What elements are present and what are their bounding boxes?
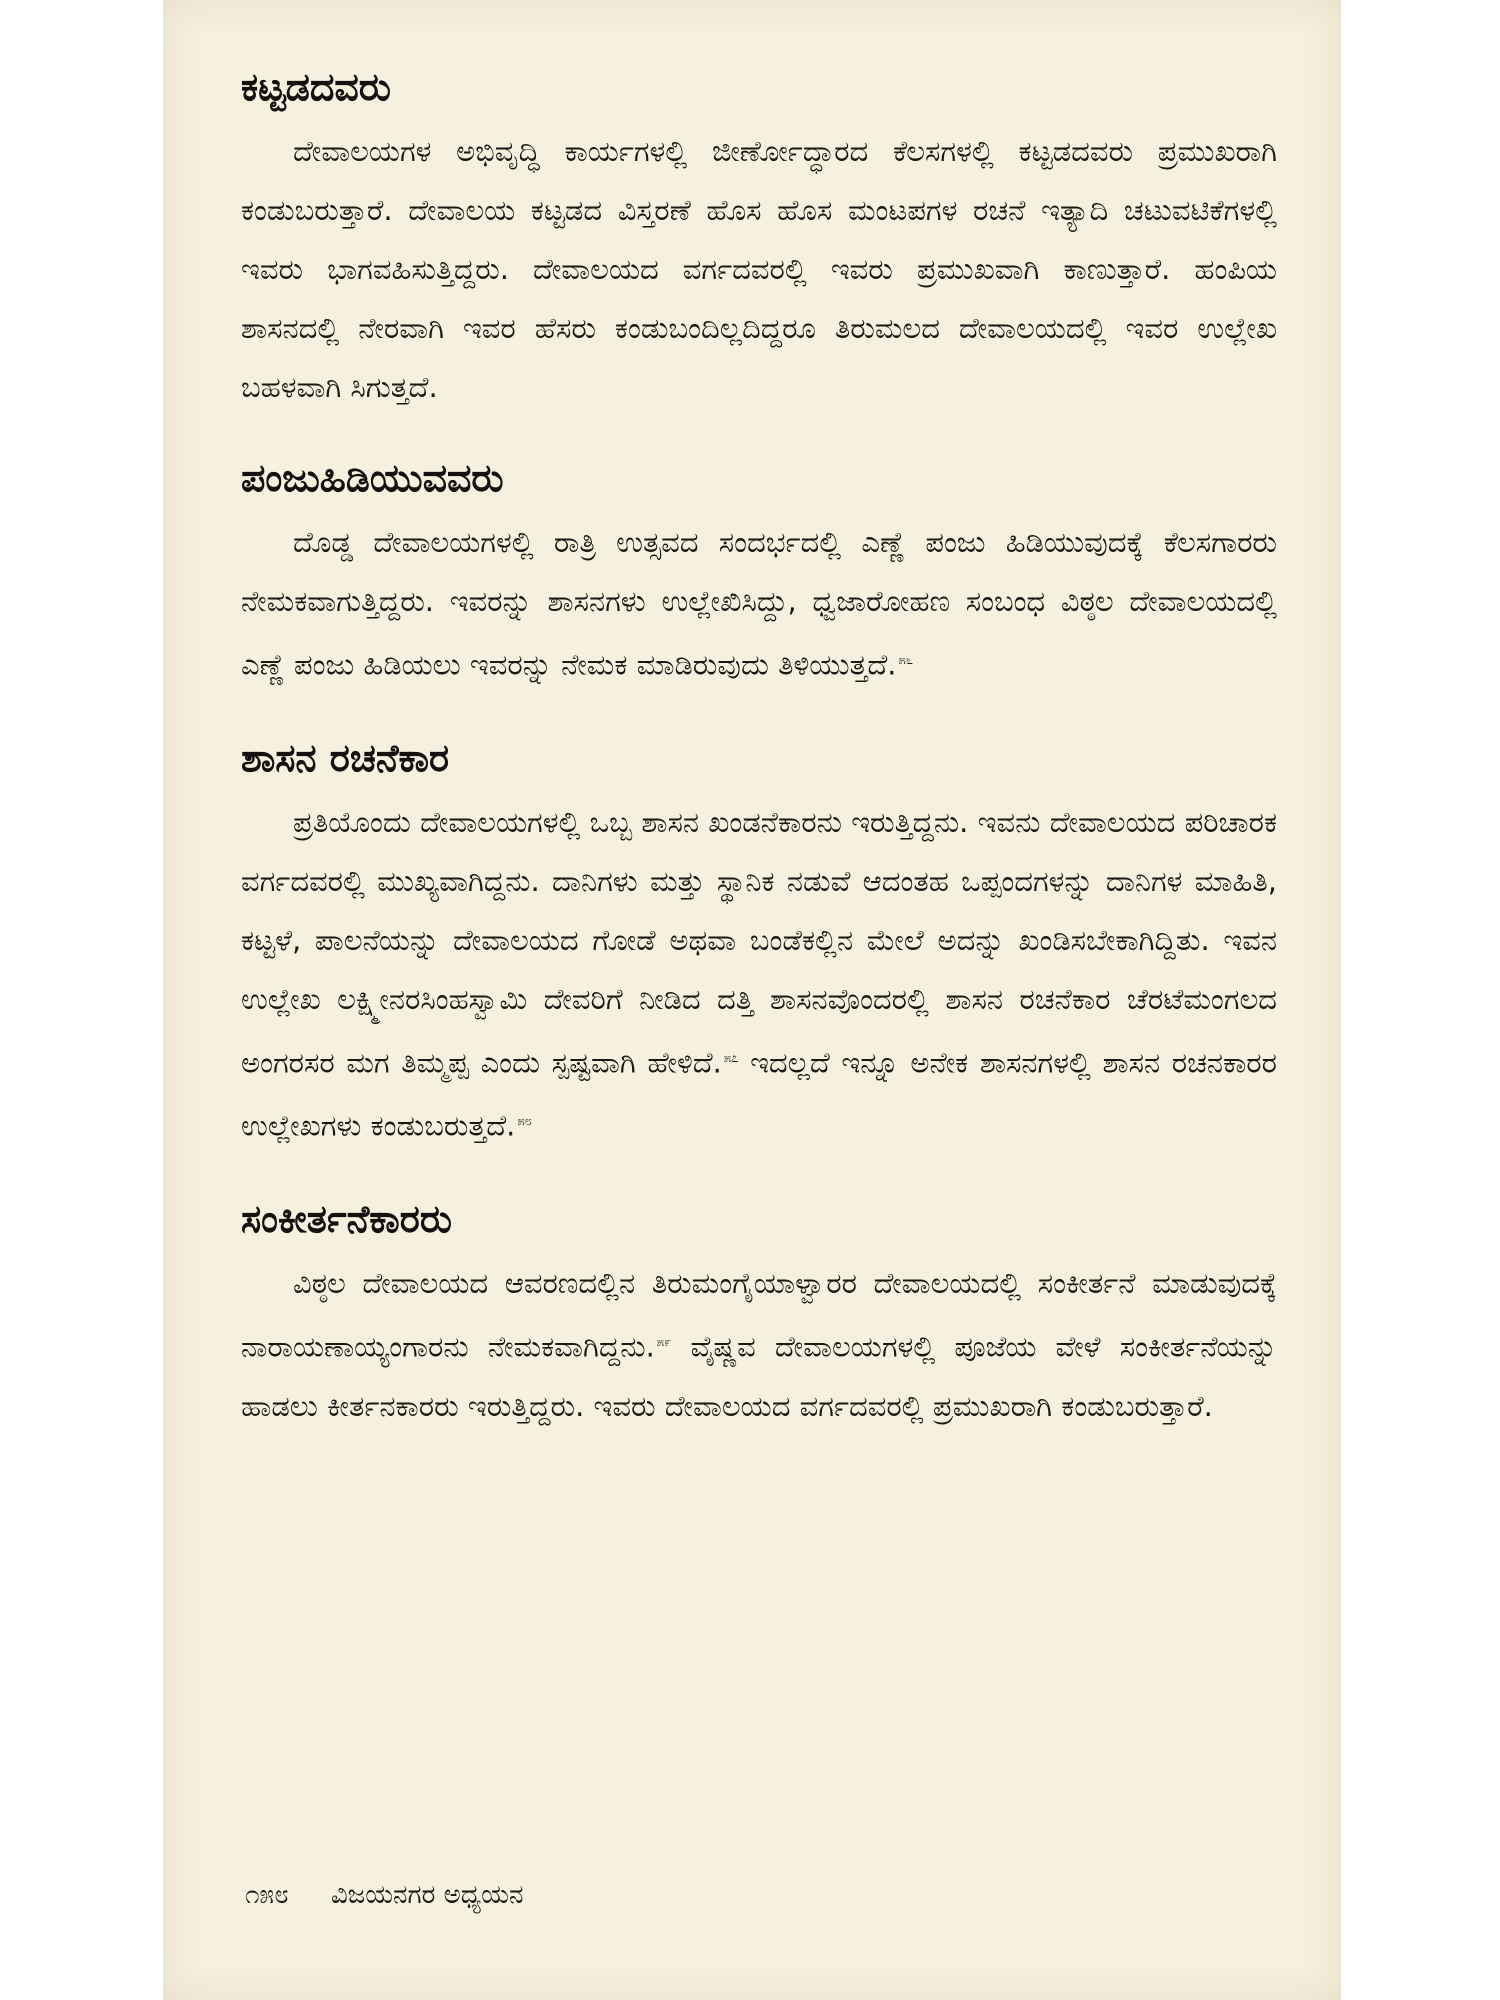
- section-heading: ಶಾಸನ ರಚನೆಕಾರ: [241, 735, 450, 780]
- paragraph-text: ವೈಷ್ಣವ ದೇವಾಲಯಗಳಲ್ಲಿ ಪೂಜೆಯ ವೇಳೆ ಸಂಕೀರ್ತನೆಯನ್ನು ಹಾಡಲು ಕೀರ್ತನಕಾರರು ಇರುತ್ತಿದ್ದರು. ಇವರು ದೇವಾಲಯದ ವರ್ಗದವರಲ್ಲಿ ಪ್ರಮುಖರಾಗಿ ಕಂಡುಬರುತ್ತಾರೆ.: [241, 1329, 1277, 1423]
- footnote-marker: ೫೬: [898, 653, 914, 668]
- section-paragraph: [241, 1254, 1277, 1436]
- section-heading: ಕಟ್ಟಡದವರು: [241, 65, 391, 109]
- page-content: [241, 58, 1277, 1436]
- section-heading: ಪಂಜುಹಿಡಿಯುವವರು: [241, 456, 504, 500]
- section-paragraph: ದೇವಾಲಯಗಳ ಅಭಿವೃದ್ಧಿ ಕಾರ್ಯಗಳಲ್ಲಿ ಜೀರ್ಣೋದ್ಧಾರದ ಕೆಲಸಗಳಲ್ಲಿ ಕಟ್ಟಡದವರು ಪ್ರಮುಖರಾಗಿ ಕಂಡುಬರುತ್ತಾರೆ. ದೇವಾಲಯ ಕಟ್ಟಡದ ವಿಸ್ತರಣೆ ಹೊಸ ಹೊಸ ಮಂಟಪಗಳ ರಚನೆ ಇತ್ಯಾದಿ ಚಟುವಟಿಕೆಗಳಲ್ಲಿ ಇವರು ಭಾಗವಹಿಸುತ್ತಿದ್ದರು. ದೇವಾಲಯದ ವರ್ಗದವರಲ್ಲಿ ಇವರು ಪ್ರಮುಖವಾಗಿ ಕಾಣುತ್ತಾರೆ. ಹಂಪಿಯ ಶಾಸನದಲ್ಲಿ ನೇರವಾಗಿ ಇವರ ಹೆಸರು ಕಂಡುಬಂದಿಲ್ಲದಿದ್ದರೂ ತಿರುಮಲದ ದೇವಾಲಯದಲ್ಲಿ ಇವರ ಉಲ್ಲೇಖ ಬಹಳವಾಗಿ ಸಿಗುತ್ತದೆ.: [241, 134, 1277, 404]
- footnote-marker: ೫೯: [656, 1334, 672, 1350]
- footnote-marker: ೫೮: [517, 1114, 532, 1130]
- section-builders: [241, 58, 1277, 417]
- section-sankeertane-singers: [241, 1190, 1277, 1436]
- section-heading: ಸಂಕೀರ್ತನೆಕಾರರು: [241, 1196, 453, 1241]
- section-torch-bearers: [241, 449, 1277, 695]
- paragraph-text: ದೊಡ್ಡ ದೇವಾಲಯಗಳಲ್ಲಿ ರಾತ್ರಿ ಉತ್ಸವದ ಸಂದರ್ಭದಲ್ಲಿ ಎಣ್ಣೆ ಪಂಜು ಹಿಡಿಯುವುದಕ್ಕೆ ಕೆಲಸಗಾರರು ನೇಮಕವಾಗುತ್ತಿದ್ದರು. ಇವರನ್ನು ಶಾಸನಗಳು ಉಲ್ಲೇಖಿಸಿದ್ದು, ಧ್ವಜಾರೋಹಣ ಸಂಬಂಧ ವಿಠ್ಠಲ ದೇವಾಲಯದಲ್ಲಿ ಎಣ್ಣೆ ಪಂಜು ಹಿಡಿಯಲು ಇವರನ್ನು ನೇಮಕ ಮಾಡಿರುವುದು ತಿಳಿಯುತ್ತದೆ.: [241, 525, 1277, 682]
- book-page: [163, 0, 1341, 2000]
- section-paragraph: [241, 793, 1277, 1156]
- section-paragraph: [241, 513, 1277, 695]
- paragraph-text: ಪ್ರತಿಯೊಂದು ದೇವಾಲಯಗಳಲ್ಲಿ ಒಬ್ಬ ಶಾಸನ ಖಂಡನೆಕಾರನು ಇರುತ್ತಿದ್ದನು. ಇವನು ದೇವಾಲಯದ ಪರಿಚಾರಕ ವರ್ಗದವರಲ್ಲಿ ಮುಖ್ಯವಾಗಿದ್ದನು. ದಾನಿಗಳು ಮತ್ತು ಸ್ಥಾನಿಕ ನಡುವೆ ಆದಂತಹ ಒಪ್ಪಂದಗಳನ್ನು ದಾನಿಗಳ ಮಾಹಿತಿ, ಕಟ್ಟಳೆ, ಪಾಲನೆಯನ್ನು ದೇವಾಲಯದ ಗೋಡೆ ಅಥವಾ ಬಂಡೆಕಲ್ಲಿನ ಮೇಲೆ ಅದನ್ನು ಖಂಡಿಸಬೇಕಾಗಿದ್ದಿತು. ಇವನ ಉಲ್ಲೇಖ ಲಕ್ಷ್ಮೀನರಸಿಂಹಸ್ವಾಮಿ ದೇವರಿಗೆ ನೀಡಿದ ದತ್ತಿ ಶಾಸನವೊಂದರಲ್ಲಿ ಶಾಸನ ರಚನೆಕಾರ ಚೆರಟೆಮಂಗಲದ ಅಂಗರಸರ ಮಗ ತಿಮ್ಮಪ್ಪ ಎಂದು ಸ್ಪಷ್ಟವಾಗಿ ಹೇಳಿದೆ.: [241, 804, 1277, 1080]
- page-footer: [245, 1880, 523, 1911]
- page-number: ೧೫೮: [245, 1880, 289, 1910]
- section-inscription-writer: [241, 729, 1277, 1156]
- paragraph-text: ಇದಲ್ಲದೆ ಇನ್ನೂ ಅನೇಕ ಶಾಸನಗಳಲ್ಲಿ ಶಾಸನ ರಚನಕಾರರ ಉಲ್ಲೇಖಗಳು ಕಂಡುಬರುತ್ತದೆ.: [241, 1045, 1277, 1143]
- book-title: ವಿಜಯನಗರ ಅಧ್ಯಯನ: [330, 1880, 524, 1910]
- footnote-marker: ೫೭: [723, 1050, 739, 1066]
- paragraph-text: ವಿಠ್ಠಲ ದೇವಾಲಯದ ಆವರಣದಲ್ಲಿನ ತಿರುಮಂಗೈಯಾಳ್ವಾರರ ದೇವಾಲಯದಲ್ಲಿ ಸಂಕೀರ್ತನೆ ಮಾಡುವುದಕ್ಕೆ ನಾರಾಯಣಾಯ್ಯಂಗಾರನು ನೇಮಕವಾಗಿದ್ದನು.: [241, 1265, 1277, 1364]
